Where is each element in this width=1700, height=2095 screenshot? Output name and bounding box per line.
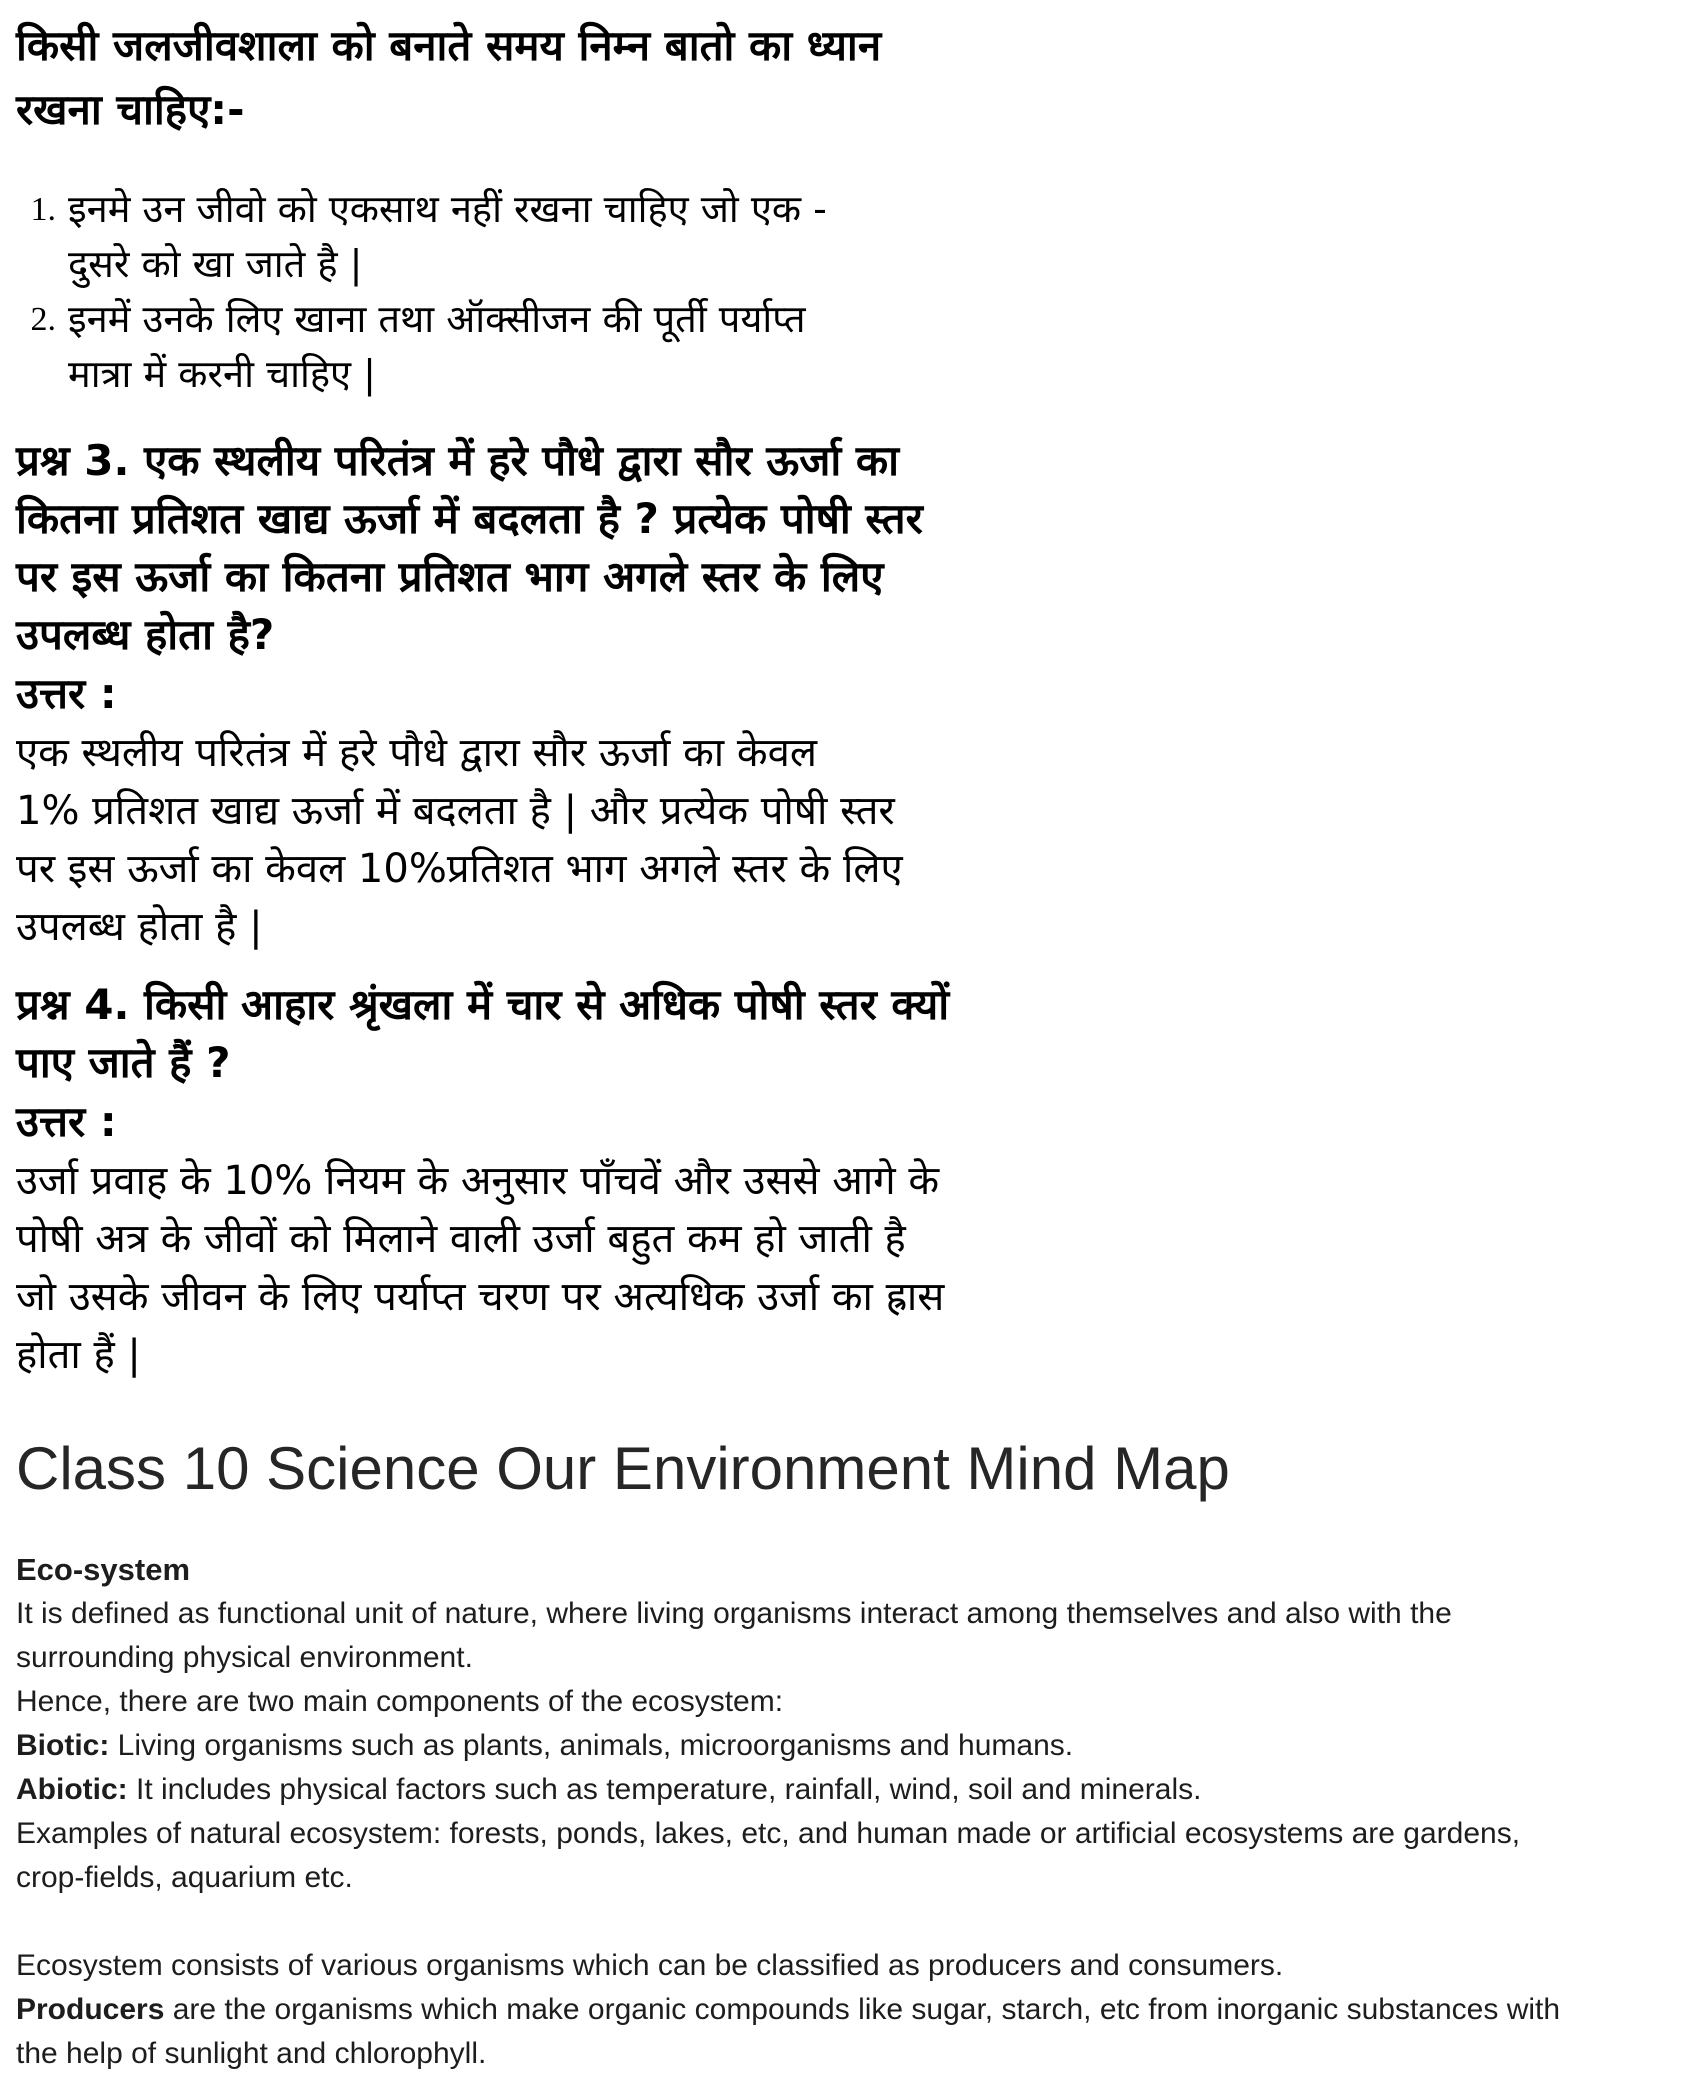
text-line: पाए जाते हैं ? [16, 1038, 231, 1087]
ecosystem-subheading: Eco-system [16, 1552, 191, 1587]
answer-label-q3: उत्तर : [16, 669, 117, 718]
text-line: दुसरे को खा जाते है | [68, 242, 363, 286]
ecosystem-definition: It is defined as functional unit of nature, where living organisms interact among themselves and also with the surrounding physical environment. [16, 1597, 1452, 1674]
list-item-number: 1. [30, 191, 56, 228]
text-line: किसी जलजीवशाला को बनाते समय निम्न बातो का ध्यान [16, 21, 882, 70]
abiotic-text: It includes physical factors such as temperature, rainfall, wind, soil and minerals. [127, 1773, 1202, 1806]
text-line: पर इस ऊर्जा का केवल 10%प्रतिशत भाग अगले स्तर के लिए [16, 846, 903, 892]
question-3-heading [16, 432, 1680, 664]
abiotic-label: Abiotic: [16, 1773, 128, 1806]
list-item [16, 182, 1680, 292]
text-line: होता हैं | [16, 1332, 141, 1378]
text-line: इनमे उन जीवो को एकसाथ नहीं रखना चाहिए जो एक - [68, 187, 827, 231]
text-line: 1% प्रतिशत खाद्य ऊर्जा में बदलता है | और प्रत्येक पोषी स्तर [16, 788, 895, 834]
guidelines-list [16, 182, 1680, 402]
text-line: एक स्थलीय परितंत्र में हरे पौधे द्वारा सौर ऊर्जा का केवल [16, 730, 817, 776]
text-line: उपलब्ध होता है | [16, 904, 263, 950]
text-line: मात्रा में करनी चाहिए | [68, 352, 376, 396]
biotic-text: Living organisms such as plants, animals, microorganisms and humans. [109, 1729, 1074, 1762]
abiotic-line [16, 1768, 1596, 1812]
list-item [16, 292, 1680, 402]
answer-3-text [16, 724, 1680, 956]
ecosystem-examples: Examples of natural ecosystem: forests, ponds, lakes, etc, and human made or artificial ecosystems are gardens, crop-fields, aquarium etc. [16, 1817, 1521, 1894]
answer-label-q4: उत्तर : [16, 1097, 117, 1146]
aquarium-guidelines-heading [16, 14, 1680, 142]
producers-label: Producers [16, 1993, 165, 2026]
producers-line [16, 1988, 1596, 2076]
answer-4-text [16, 1152, 1680, 1384]
text-line: उर्जा प्रवाह के 10% नियम के अनुसार पाँचवें और उससे आगे के [16, 1158, 940, 1204]
text-line: कितना प्रतिशत खाद्य ऊर्जा में बदलता है ? प्रत्येक पोषी स्तर [16, 494, 923, 543]
biotic-line [16, 1724, 1596, 1768]
hindi-notes-section [16, 14, 1680, 1384]
text-line: रखना चाहिए:- [16, 85, 245, 134]
text-line: पोषी अत्र के जीवों को मिलाने वाली उर्जा बहुत कम हो जाती है [16, 1216, 906, 1262]
text-line: पर इस ऊर्जा का कितना प्रतिशत भाग अगले स्तर के लिए [16, 552, 884, 601]
question-4-heading [16, 976, 1680, 1092]
biotic-label: Biotic: [16, 1729, 110, 1762]
text-line: जो उसके जीवन के लिए पर्याप्त चरण पर अत्यधिक उर्जा का ह्रास [16, 1274, 945, 1320]
mindmap-page-title: Class 10 Science Our Environment Mind Map [16, 1435, 1230, 1502]
text-line: इनमें उनके लिए खाना तथा ऑक्सीजन की पूर्ती पर्याप्त [68, 297, 806, 341]
paragraph-spacer [16, 1900, 1680, 1944]
mindmap-section [16, 1434, 1680, 2076]
list-item-text [68, 292, 806, 402]
text-line: प्रश्न 4. किसी आहार श्रृंखला में चार से अधिक पोषी स्तर क्यों [16, 980, 950, 1029]
text-line: उपलब्ध होता है? [16, 610, 275, 659]
list-item-text [68, 182, 827, 292]
list-item-number: 2. [30, 301, 56, 338]
text-line: प्रश्न 3. एक स्थलीय परितंत्र में हरे पौधे द्वारा सौर ऊर्जा का [16, 436, 900, 485]
producers-intro: Ecosystem consists of various organisms which can be classified as producers and consumers. [16, 1949, 1284, 1982]
ecosystem-components-intro: Hence, there are two main components of the ecosystem: [16, 1685, 784, 1718]
producers-text: are the organisms which make organic compounds like sugar, starch, etc from inorganic substances with the help of sunlight and chlorophyll. [16, 1993, 1561, 2070]
